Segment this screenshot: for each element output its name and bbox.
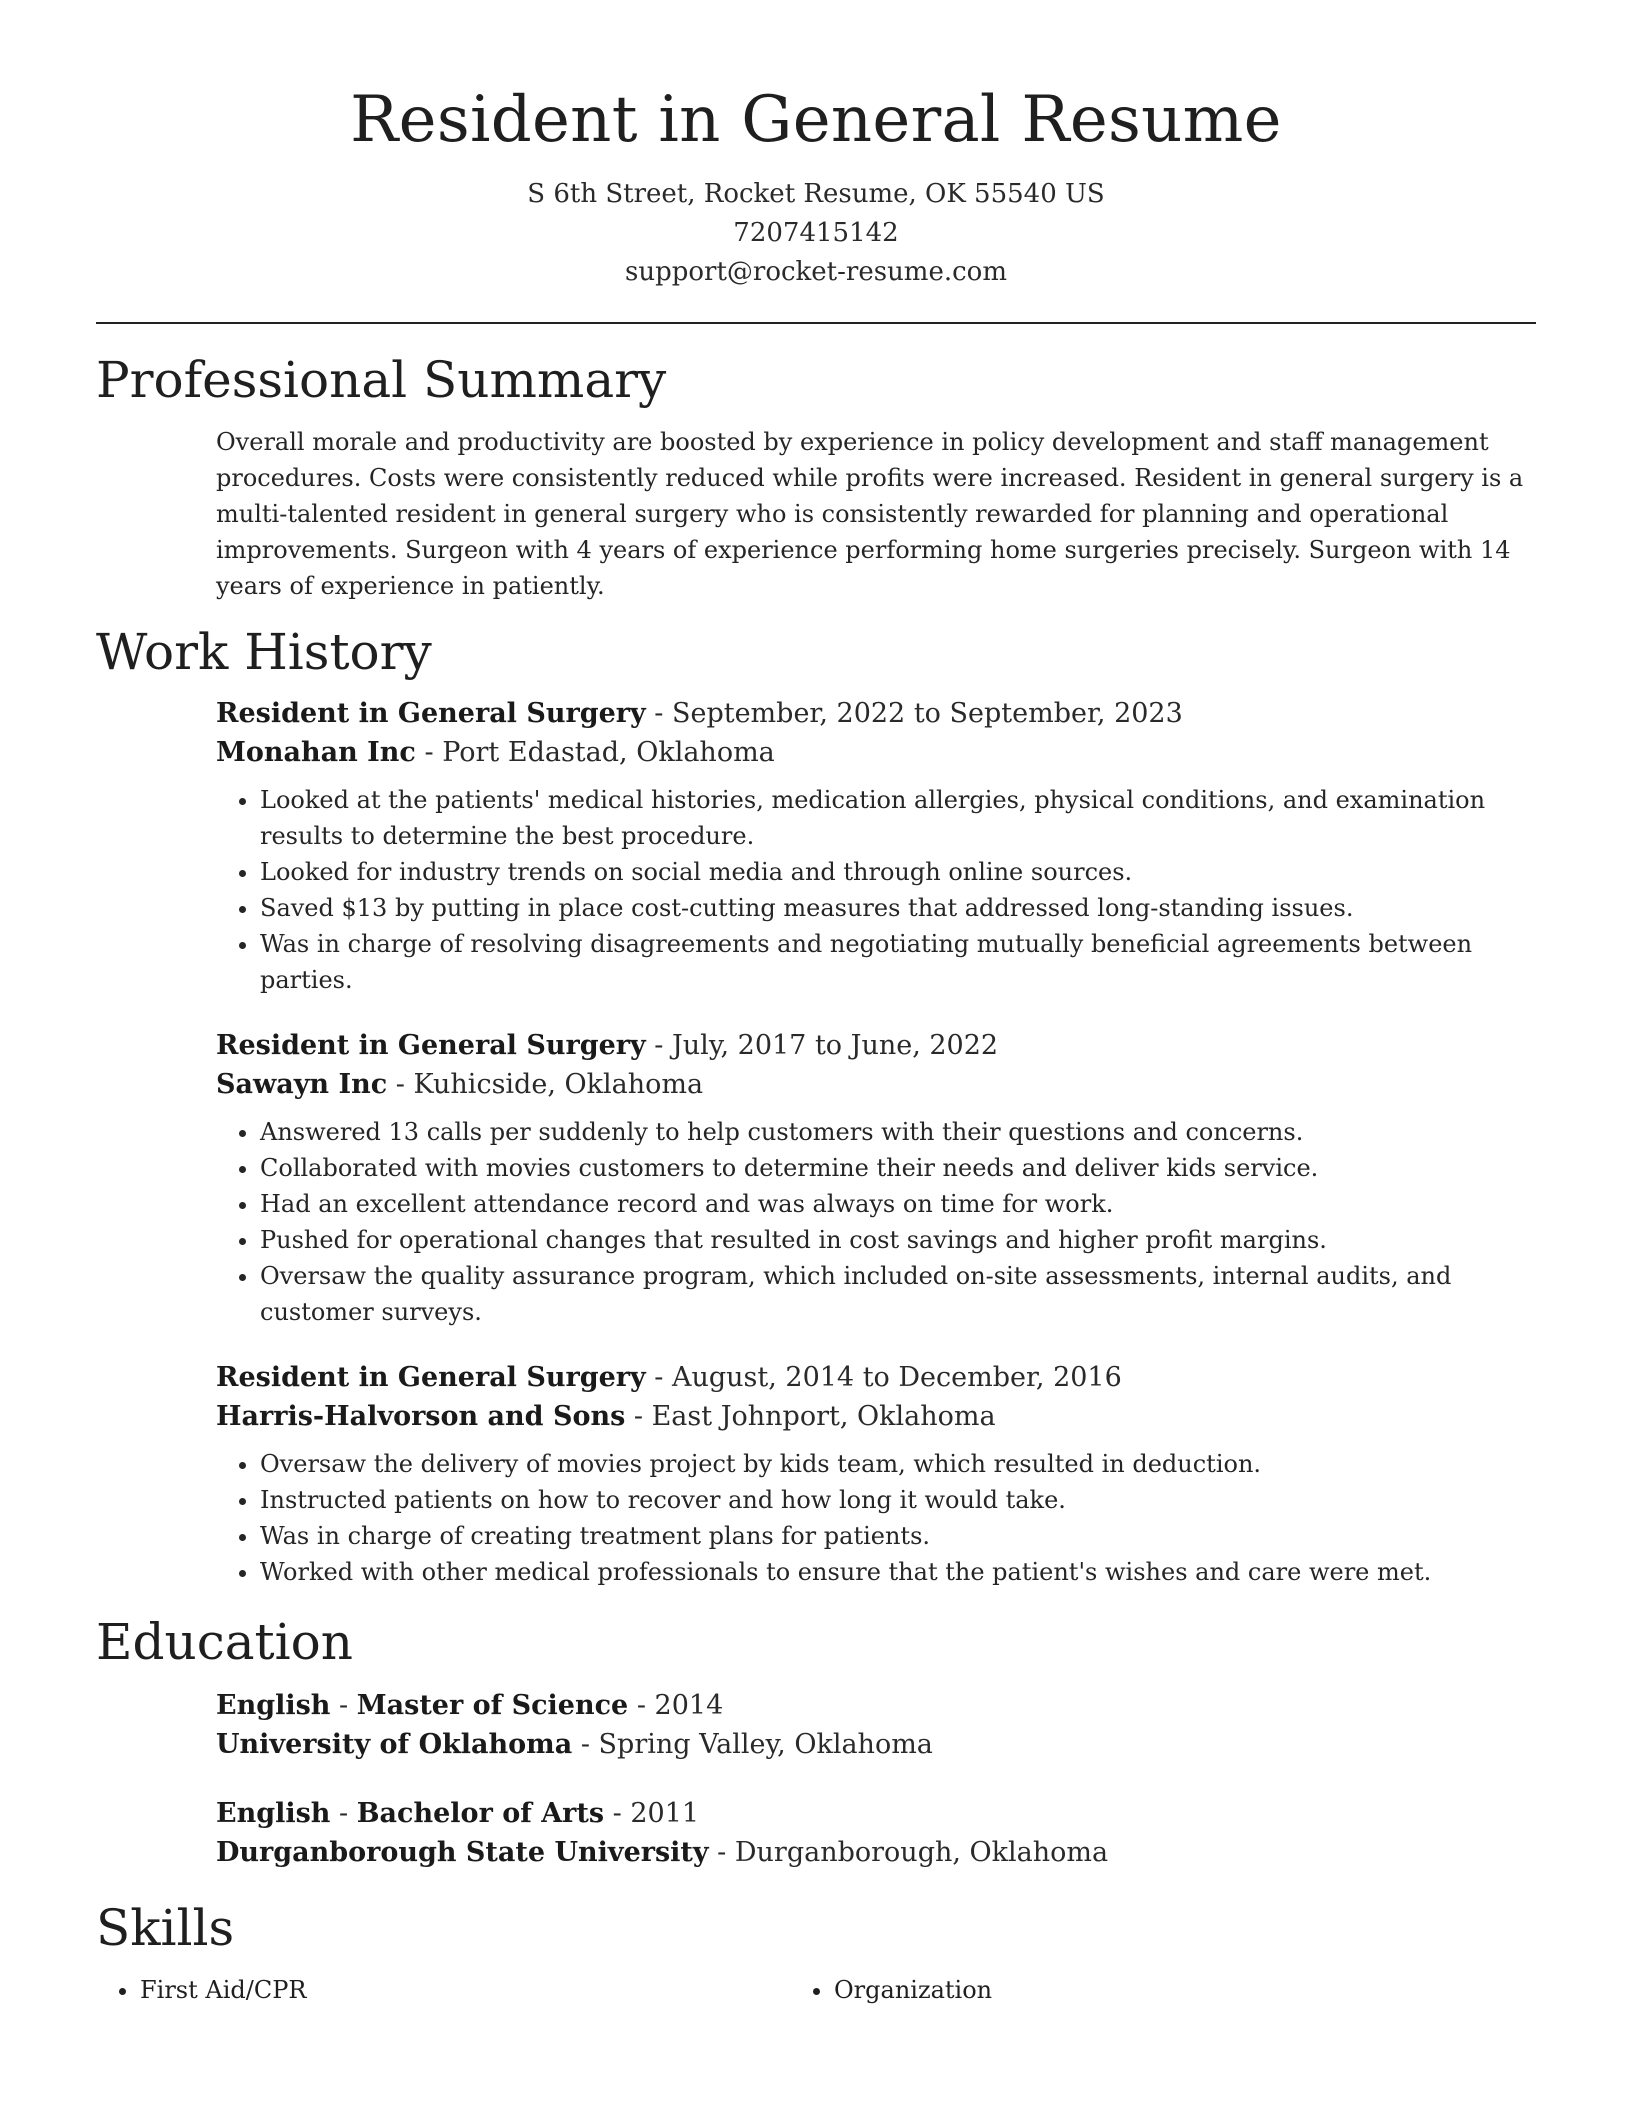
- education-location: Spring Valley, Oklahoma: [598, 1728, 933, 1760]
- education-school-line: [216, 1725, 1536, 1764]
- work-heading: Work History: [96, 622, 432, 681]
- education-heading: Education: [96, 1612, 353, 1671]
- job-location: Kuhicside, Oklahoma: [413, 1068, 704, 1100]
- job-entry: [216, 1358, 1536, 1590]
- separator: -: [387, 1068, 414, 1100]
- list-item: • Instructed patients on how to recover and how long it would take.: [260, 1482, 1536, 1518]
- education-degree: Bachelor of Arts: [356, 1797, 605, 1829]
- summary-section: [96, 350, 1536, 604]
- separator: -: [645, 1361, 672, 1393]
- job-title-line: [216, 1358, 1536, 1397]
- job-company: Sawayn Inc: [216, 1068, 388, 1100]
- resume-title: Resident in General Resume: [350, 83, 1282, 157]
- job-company-line: [216, 733, 1536, 772]
- job-dates: July, 2017 to June, 2022: [671, 1029, 999, 1061]
- job-dates: August, 2014 to December, 2016: [671, 1361, 1122, 1393]
- contact-email: support@rocket-resume.com: [624, 256, 1007, 287]
- summary-body: [216, 424, 1536, 604]
- separator: -: [628, 1689, 655, 1721]
- job-bullets: [216, 1114, 1536, 1330]
- work-body: [216, 694, 1536, 1590]
- list-item: • Looked at the patients' medical histories, medication allergies, physical conditions, and examination results to determine the best procedure.: [260, 782, 1536, 854]
- work-section: [96, 622, 1536, 1590]
- job-role: Resident in General Surgery: [216, 1361, 646, 1393]
- skills-column-1: [96, 1972, 790, 2008]
- summary-text: Overall morale and productivity are boosted by experience in policy development and staff management procedures. Costs were consistently reduced while profits were increased. Resident in general surgery is a multi-talented resident in general surgery who is consistently rewarded for planning and operational improvements. Surgeon with 4 years of experience performing home surgeries precisely. Surgeon with 14 years of experience in patiently.: [216, 427, 1524, 600]
- education-field: English: [216, 1797, 331, 1829]
- job-company: Monahan Inc: [216, 736, 416, 768]
- skills-body: [96, 1972, 1536, 2008]
- education-section: [96, 1612, 1536, 1872]
- education-field: English: [216, 1689, 331, 1721]
- skill-item: • Organization: [834, 1972, 1484, 2008]
- education-school-line: [216, 1833, 1536, 1872]
- job-title-line: [216, 1026, 1536, 1065]
- list-item: • Worked with other medical professionals to ensure that the patient's wishes and care were met.: [260, 1554, 1536, 1590]
- separator: -: [645, 697, 672, 729]
- job-company-line: [216, 1397, 1536, 1436]
- separator: -: [645, 1029, 672, 1061]
- education-entry: [216, 1794, 1536, 1872]
- skills-column-2: [790, 1972, 1484, 2008]
- education-school: Durganborough State University: [216, 1836, 709, 1868]
- contact-phone: 7207415142: [733, 217, 899, 248]
- education-location: Durganborough, Oklahoma: [734, 1836, 1109, 1868]
- education-degree-line: [216, 1686, 1536, 1725]
- job-dates: September, 2022 to September, 2023: [671, 697, 1183, 729]
- contact-address: S 6th Street, Rocket Resume, OK 55540 US: [527, 178, 1105, 209]
- list-item: • Oversaw the delivery of movies project by kids team, which resulted in deduction.: [260, 1446, 1536, 1482]
- education-year: 2014: [654, 1689, 724, 1721]
- separator: -: [604, 1797, 631, 1829]
- list-item: • Pushed for operational changes that resulted in cost savings and higher profit margins.: [260, 1222, 1536, 1258]
- job-title-line: [216, 694, 1536, 733]
- education-year: 2011: [630, 1797, 700, 1829]
- list-item: • Looked for industry trends on social media and through online sources.: [260, 854, 1536, 890]
- separator: -: [572, 1728, 599, 1760]
- summary-heading: Professional Summary: [96, 350, 667, 409]
- resume-header: [96, 82, 1536, 292]
- separator: -: [330, 1797, 357, 1829]
- job-company: Harris-Halvorson and Sons: [216, 1400, 626, 1432]
- header-divider: [96, 322, 1536, 324]
- job-company-line: [216, 1065, 1536, 1104]
- job-bullets: [216, 782, 1536, 998]
- list-item: • Was in charge of resolving disagreements and negotiating mutually beneficial agreements between parties.: [260, 926, 1536, 998]
- job-bullets: [216, 1446, 1536, 1590]
- job-role: Resident in General Surgery: [216, 697, 646, 729]
- contact-block: [96, 175, 1536, 292]
- list-item: • Saved $13 by putting in place cost-cutting measures that addressed long-standing issues.: [260, 890, 1536, 926]
- education-school: University of Oklahoma: [216, 1728, 573, 1760]
- job-entry: [216, 694, 1536, 998]
- education-degree: Master of Science: [356, 1689, 629, 1721]
- list-item: • Oversaw the quality assurance program, which included on-site assessments, internal audits, and customer surveys.: [260, 1258, 1536, 1330]
- education-body: [216, 1686, 1536, 1872]
- job-entry: [216, 1026, 1536, 1330]
- separator: -: [330, 1689, 357, 1721]
- list-item: • Was in charge of creating treatment plans for patients.: [260, 1518, 1536, 1554]
- job-role: Resident in General Surgery: [216, 1029, 646, 1061]
- list-item: • Collaborated with movies customers to determine their needs and deliver kids service.: [260, 1150, 1536, 1186]
- job-location: East Johnport, Oklahoma: [651, 1400, 996, 1432]
- list-item: • Answered 13 calls per suddenly to help customers with their questions and concerns.: [260, 1114, 1536, 1150]
- job-location: Port Edastad, Oklahoma: [442, 736, 775, 768]
- skills-section: [96, 1898, 1536, 2008]
- education-entry: [216, 1686, 1536, 1764]
- separator: -: [708, 1836, 735, 1868]
- separator: -: [415, 736, 443, 768]
- skills-heading: Skills: [96, 1898, 235, 1957]
- skill-item: • First Aid/CPR: [140, 1972, 790, 2008]
- education-degree-line: [216, 1794, 1536, 1833]
- list-item: • Had an excellent attendance record and was always on time for work.: [260, 1186, 1536, 1222]
- separator: -: [625, 1400, 652, 1432]
